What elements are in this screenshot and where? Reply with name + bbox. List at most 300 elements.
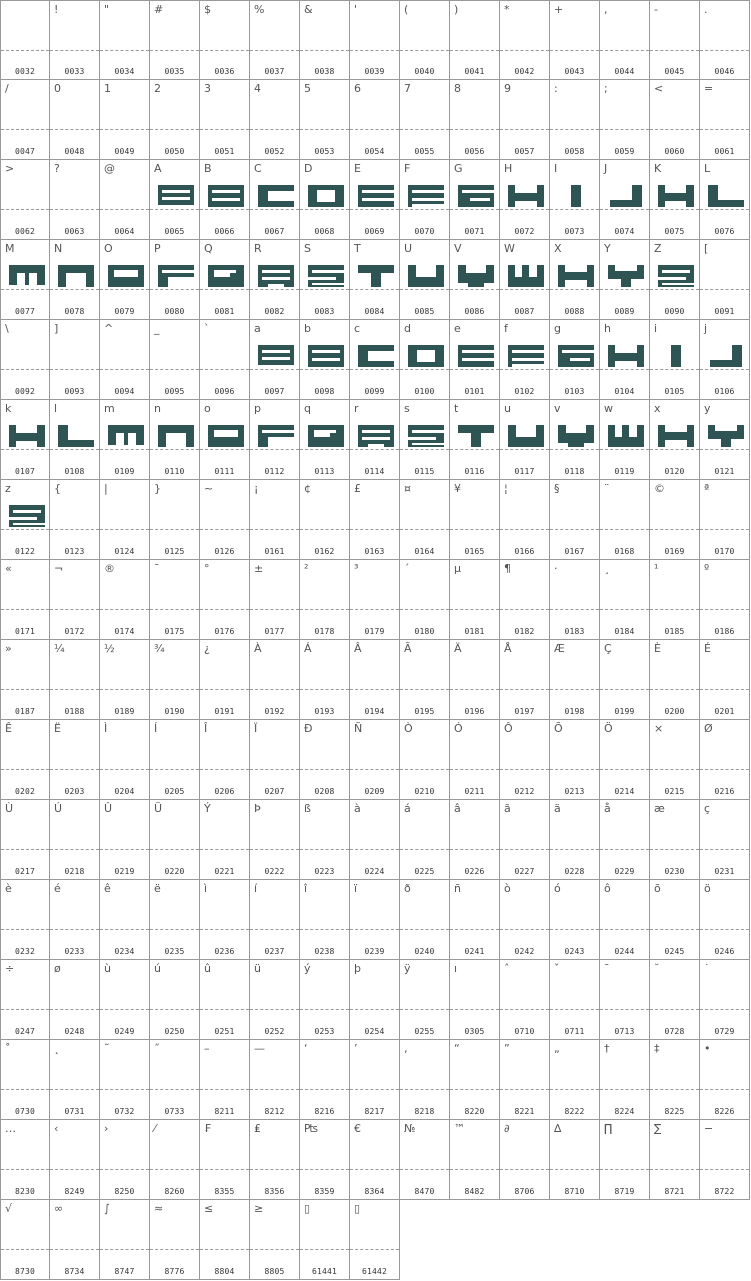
baseline-divider — [600, 50, 649, 51]
glyph-cutout — [412, 190, 444, 193]
baseline-divider — [700, 609, 749, 610]
glyph-cell — [350, 320, 400, 400]
glyph-cell — [250, 1040, 300, 1120]
code-point-label: 0077 — [14, 307, 36, 316]
reference-character: ¯ — [154, 562, 160, 575]
baseline-divider — [100, 209, 149, 210]
glyph-cutout — [268, 191, 294, 201]
code-point-label: 61442 — [361, 1267, 388, 1276]
glyph-cell — [600, 800, 650, 880]
baseline-divider — [550, 929, 599, 930]
font-glyph-z — [658, 265, 694, 287]
baseline-divider — [450, 129, 499, 130]
reference-character: ö — [704, 882, 711, 895]
glyph-cell — [600, 400, 650, 480]
code-point-label: 0179 — [364, 627, 385, 636]
glyph-cutout — [29, 273, 37, 287]
reference-character: a — [254, 322, 261, 335]
glyph-cell — [450, 240, 500, 320]
code-point-label: 0175 — [164, 627, 185, 636]
glyph-cell — [200, 240, 250, 320]
code-point-label: 0222 — [264, 867, 285, 876]
font-glyph-g — [458, 185, 494, 207]
code-point-label: 0207 — [264, 787, 285, 796]
code-point-label: 8776 — [164, 1267, 185, 1276]
glyph-cell — [300, 1200, 350, 1280]
baseline-divider — [150, 529, 199, 530]
code-point-label: 0225 — [414, 867, 435, 876]
baseline-divider — [200, 609, 249, 610]
glyph-cell — [250, 800, 300, 880]
glyph-cell — [400, 640, 450, 720]
baseline-divider — [450, 929, 499, 930]
glyph-cutout — [362, 430, 390, 433]
reference-character: c — [354, 322, 361, 335]
glyph-fill — [571, 185, 581, 207]
baseline-divider — [550, 289, 599, 290]
code-point-label: 0233 — [64, 947, 85, 956]
glyph-fill — [587, 279, 594, 287]
reference-character: * — [504, 3, 510, 16]
baseline-divider — [100, 1249, 149, 1250]
reference-character: = — [704, 82, 714, 95]
glyph-cell — [0, 560, 50, 640]
glyph-cell — [200, 1200, 250, 1280]
reference-character: ▯ — [354, 1202, 361, 1215]
code-point-label: 8747 — [114, 1267, 135, 1276]
reference-character: W — [504, 242, 515, 255]
glyph-fill — [458, 185, 494, 207]
baseline-divider — [50, 50, 99, 51]
baseline-divider — [450, 689, 499, 690]
baseline-divider — [350, 1089, 399, 1090]
reference-character: ë — [154, 882, 161, 895]
code-point-label: 8721 — [664, 1187, 685, 1196]
reference-character: ⁄ — [154, 1122, 156, 1135]
reference-character: é — [54, 882, 61, 895]
reference-character: & — [304, 3, 313, 16]
glyph-cell — [500, 880, 550, 960]
reference-character: » — [5, 642, 12, 655]
reference-character: Y — [604, 242, 611, 255]
glyph-cutout — [128, 433, 136, 447]
reference-character: @ — [104, 162, 115, 175]
font-glyph-j — [708, 345, 744, 367]
reference-character: B — [204, 162, 212, 175]
code-point-label: 0082 — [264, 307, 285, 316]
glyph-cell — [600, 1040, 650, 1120]
code-point-label: 0092 — [14, 387, 36, 396]
glyph-cutout — [191, 205, 194, 207]
baseline-divider — [50, 529, 99, 530]
baseline-divider — [350, 689, 399, 690]
code-point-label: 0054 — [364, 147, 385, 156]
glyph-cell — [400, 1120, 450, 1200]
glyph-fill — [708, 200, 744, 207]
reference-character: ¡ — [254, 482, 259, 495]
baseline-divider — [50, 1009, 99, 1010]
baseline-divider — [250, 769, 299, 770]
baseline-divider — [100, 929, 149, 930]
code-point-label: 0065 — [164, 227, 185, 236]
glyph-cutout — [262, 277, 290, 280]
font-glyph-c — [358, 345, 394, 367]
code-point-label: 0732 — [114, 1107, 135, 1116]
glyph-fill — [687, 425, 694, 433]
glyph-cell — [550, 240, 600, 320]
reference-character: _ — [154, 322, 160, 335]
code-point-label: 0191 — [214, 707, 235, 716]
glyph-fill — [558, 265, 565, 273]
glyph-cell — [250, 960, 300, 1040]
code-point-label: 0249 — [114, 1027, 135, 1036]
glyph-cell — [200, 1040, 250, 1120]
code-point-label: 0213 — [564, 787, 585, 796]
baseline-divider — [200, 129, 249, 130]
reference-character: ¸ — [604, 562, 610, 575]
glyph-cell — [550, 480, 600, 560]
baseline-divider — [700, 1169, 749, 1170]
reference-character: o — [204, 402, 211, 415]
glyph-fill — [458, 345, 494, 367]
glyph-cell — [200, 320, 250, 400]
code-point-label: 8805 — [264, 1267, 285, 1276]
baseline-divider — [300, 1009, 349, 1010]
reference-character: „ — [554, 1042, 560, 1055]
glyph-cell — [400, 0, 450, 80]
code-point-label: 0035 — [164, 67, 185, 76]
code-point-label: 0234 — [114, 947, 135, 956]
code-point-label: 0043 — [564, 67, 585, 76]
reference-character: ∫ — [104, 1202, 110, 1215]
glyph-cell — [650, 400, 700, 480]
reference-character: Ä — [454, 642, 462, 655]
baseline-divider — [300, 449, 349, 450]
glyph-cell — [50, 880, 100, 960]
code-point-label: 0070 — [414, 227, 435, 236]
code-point-label: 0126 — [214, 547, 235, 556]
code-point-label: 0255 — [414, 1027, 435, 1036]
baseline-divider — [450, 1009, 499, 1010]
reference-character: è — [5, 882, 12, 895]
reference-character: ± — [254, 562, 264, 575]
reference-character: K — [654, 162, 662, 175]
baseline-divider — [600, 289, 649, 290]
glyph-cell — [400, 480, 450, 560]
glyph-cell — [150, 0, 200, 80]
baseline-divider — [250, 849, 299, 850]
glyph-cell — [300, 800, 350, 880]
baseline-divider — [500, 129, 549, 130]
glyph-cutout — [262, 350, 290, 353]
reference-character: ¬ — [54, 562, 64, 575]
baseline-divider — [500, 769, 549, 770]
glyph-cell — [650, 560, 700, 640]
reference-character: Ó — [454, 722, 463, 735]
code-point-label: 0168 — [614, 547, 635, 556]
code-point-label: 8359 — [314, 1187, 335, 1196]
glyph-cell — [100, 480, 150, 560]
baseline-divider — [600, 1169, 649, 1170]
baseline-divider — [700, 449, 749, 450]
glyph-cutout — [362, 198, 394, 201]
code-point-label: 0076 — [714, 227, 735, 236]
glyph-cell — [600, 160, 650, 240]
glyph-fill — [371, 265, 381, 287]
baseline-divider — [700, 369, 749, 370]
baseline-divider — [1, 609, 49, 610]
reference-character: ∏ — [604, 1122, 613, 1135]
code-point-label: 0171 — [14, 627, 36, 636]
baseline-divider — [350, 609, 399, 610]
reference-character: ≤ — [204, 1202, 214, 1215]
reference-character: u — [504, 402, 511, 415]
code-point-label: 0081 — [214, 307, 235, 316]
code-point-label: 0124 — [114, 547, 135, 556]
glyph-cell — [0, 640, 50, 720]
glyph-cell — [50, 560, 100, 640]
reference-character: ] — [54, 322, 59, 335]
glyph-fill — [587, 265, 594, 273]
glyph-cutout — [13, 510, 41, 513]
reference-character: j — [704, 322, 708, 335]
reference-character: Ã — [404, 642, 412, 655]
glyph-cell — [650, 320, 700, 400]
glyph-cell — [200, 800, 250, 880]
glyph-cell — [600, 640, 650, 720]
glyph-fill — [610, 200, 642, 207]
baseline-divider — [450, 369, 499, 370]
glyph-cutout — [412, 430, 444, 433]
code-point-label: 0185 — [664, 627, 685, 636]
glyph-cell — [350, 640, 400, 720]
code-point-label: 0209 — [364, 787, 385, 796]
baseline-divider — [250, 1169, 299, 1170]
glyph-cell — [700, 640, 750, 720]
baseline-divider — [400, 1169, 449, 1170]
glyph-cell — [100, 320, 150, 400]
glyph-cell — [100, 960, 150, 1040]
reference-character: È — [654, 642, 661, 655]
code-point-label: 0215 — [664, 787, 685, 796]
glyph-cutout — [562, 350, 594, 353]
baseline-divider — [400, 209, 449, 210]
glyph-cell — [100, 560, 150, 640]
baseline-divider — [500, 689, 549, 690]
glyph-cell — [0, 880, 50, 960]
baseline-divider — [650, 1009, 699, 1010]
baseline-divider — [550, 689, 599, 690]
glyph-cutout — [212, 190, 240, 193]
glyph-cell — [700, 400, 750, 480]
code-point-label: 0200 — [664, 707, 685, 716]
code-point-label: 8710 — [564, 1187, 585, 1196]
glyph-cell — [350, 480, 400, 560]
glyph-cell — [100, 800, 150, 880]
glyph-cell — [650, 800, 700, 880]
glyph-cutout — [268, 437, 294, 447]
reference-character: / — [5, 82, 9, 95]
font-glyph-i — [658, 345, 694, 367]
glyph-cell — [200, 0, 250, 80]
baseline-divider — [150, 1169, 199, 1170]
code-point-label: 8226 — [714, 1107, 735, 1116]
baseline-divider — [300, 529, 349, 530]
code-point-label: 0122 — [14, 547, 36, 556]
glyph-cutout — [412, 443, 444, 445]
baseline-divider — [1, 769, 49, 770]
glyph-cell — [650, 240, 700, 320]
glyph-cutout — [261, 365, 291, 367]
glyph-cutout — [312, 350, 340, 353]
code-point-label: 0046 — [714, 67, 735, 76]
glyph-cell — [550, 1120, 600, 1200]
font-glyph-e — [358, 185, 394, 207]
glyph-cutout — [662, 283, 694, 285]
baseline-divider — [400, 689, 449, 690]
font-glyph-u — [508, 425, 544, 447]
glyph-cell — [450, 400, 500, 480]
baseline-divider — [150, 1249, 199, 1250]
glyph-fill — [687, 439, 694, 447]
glyph-cutout — [462, 190, 494, 193]
reference-character: ˛ — [54, 1042, 60, 1055]
glyph-cell — [500, 400, 550, 480]
glyph-cell — [250, 0, 300, 80]
baseline-divider — [550, 1169, 599, 1170]
code-point-label: 0101 — [464, 387, 485, 396]
reference-character: H — [504, 162, 513, 175]
glyph-cell — [350, 560, 400, 640]
baseline-divider — [250, 50, 299, 51]
reference-character: ˙ — [704, 962, 710, 975]
reference-character: Z — [654, 242, 662, 255]
baseline-divider — [300, 849, 349, 850]
reference-character: Å — [504, 642, 512, 655]
glyph-cutout — [9, 517, 37, 520]
font-glyph-x — [658, 425, 694, 447]
reference-character: ÿ — [404, 962, 411, 975]
baseline-divider — [150, 369, 199, 370]
glyph-cell — [50, 80, 100, 160]
baseline-divider — [1, 369, 49, 370]
code-point-label: 0163 — [364, 547, 385, 556]
glyph-cell — [600, 480, 650, 560]
glyph-cell — [50, 1120, 100, 1200]
reference-character: í — [254, 882, 258, 895]
code-point-label: 0728 — [664, 1027, 685, 1036]
baseline-divider — [350, 209, 399, 210]
glyph-cutout — [268, 284, 284, 287]
reference-character: q — [304, 402, 311, 415]
glyph-cell — [500, 1040, 550, 1120]
code-point-label: 8804 — [214, 1267, 235, 1276]
code-point-label: 8722 — [714, 1187, 735, 1196]
baseline-divider — [350, 929, 399, 930]
glyph-cell — [50, 400, 100, 480]
glyph-cell — [600, 960, 650, 1040]
baseline-divider — [100, 50, 149, 51]
glyph-cell — [0, 720, 50, 800]
code-point-label: 0235 — [164, 947, 185, 956]
font-glyph-l — [708, 185, 744, 207]
reference-character: 8 — [454, 82, 461, 95]
glyph-cutout — [13, 523, 45, 525]
baseline-divider — [350, 129, 399, 130]
reference-character: Î — [204, 722, 208, 735]
glyph-cell — [700, 800, 750, 880]
reference-character: ü — [254, 962, 261, 975]
reference-character: - — [654, 3, 658, 16]
glyph-cell — [550, 160, 600, 240]
baseline-divider — [700, 129, 749, 130]
font-glyph-p — [258, 425, 294, 447]
reference-character: > — [5, 162, 15, 175]
baseline-divider — [300, 689, 349, 690]
baseline-divider — [400, 529, 449, 530]
font-glyph-z — [9, 505, 45, 527]
code-point-label: 0214 — [614, 787, 635, 796]
code-point-label: 0078 — [64, 307, 85, 316]
baseline-divider — [300, 209, 349, 210]
baseline-divider — [400, 929, 449, 930]
glyph-cell — [400, 880, 450, 960]
baseline-divider — [550, 50, 599, 51]
glyph-cutout — [291, 365, 294, 367]
code-point-label: 0106 — [714, 387, 735, 396]
baseline-divider — [350, 1249, 399, 1250]
reference-character: − — [704, 1122, 714, 1135]
baseline-divider — [650, 289, 699, 290]
baseline-divider — [150, 929, 199, 930]
baseline-divider — [250, 209, 299, 210]
baseline-divider — [600, 209, 649, 210]
code-point-label: 8482 — [464, 1187, 485, 1196]
glyph-cell — [700, 80, 750, 160]
glyph-cell — [450, 1120, 500, 1200]
code-point-label: 0216 — [714, 787, 735, 796]
baseline-divider — [200, 1009, 249, 1010]
code-point-label: 0201 — [714, 707, 735, 716]
baseline-divider — [600, 929, 649, 930]
baseline-divider — [300, 609, 349, 610]
code-point-label: 0055 — [414, 147, 435, 156]
code-point-label: 0232 — [14, 947, 36, 956]
baseline-divider — [250, 689, 299, 690]
code-point-label: 8356 — [264, 1187, 285, 1196]
glyph-cell — [350, 80, 400, 160]
glyph-cell — [250, 400, 300, 480]
baseline-divider — [500, 1009, 549, 1010]
code-point-label: 0052 — [264, 147, 285, 156]
glyph-cell — [300, 960, 350, 1040]
baseline-divider — [650, 369, 699, 370]
glyph-cell — [500, 480, 550, 560]
baseline-divider — [50, 449, 99, 450]
baseline-divider — [300, 929, 349, 930]
baseline-divider — [350, 50, 399, 51]
glyph-cell — [650, 960, 700, 1040]
code-point-label: 0210 — [414, 787, 435, 796]
glyph-cell — [150, 1120, 200, 1200]
baseline-divider — [400, 1089, 449, 1090]
baseline-divider — [50, 129, 99, 130]
reference-character: F — [404, 162, 411, 175]
glyph-fill — [58, 440, 94, 447]
glyph-cell — [200, 480, 250, 560]
glyph-cutout — [258, 365, 261, 367]
reference-character: ê — [104, 882, 111, 895]
